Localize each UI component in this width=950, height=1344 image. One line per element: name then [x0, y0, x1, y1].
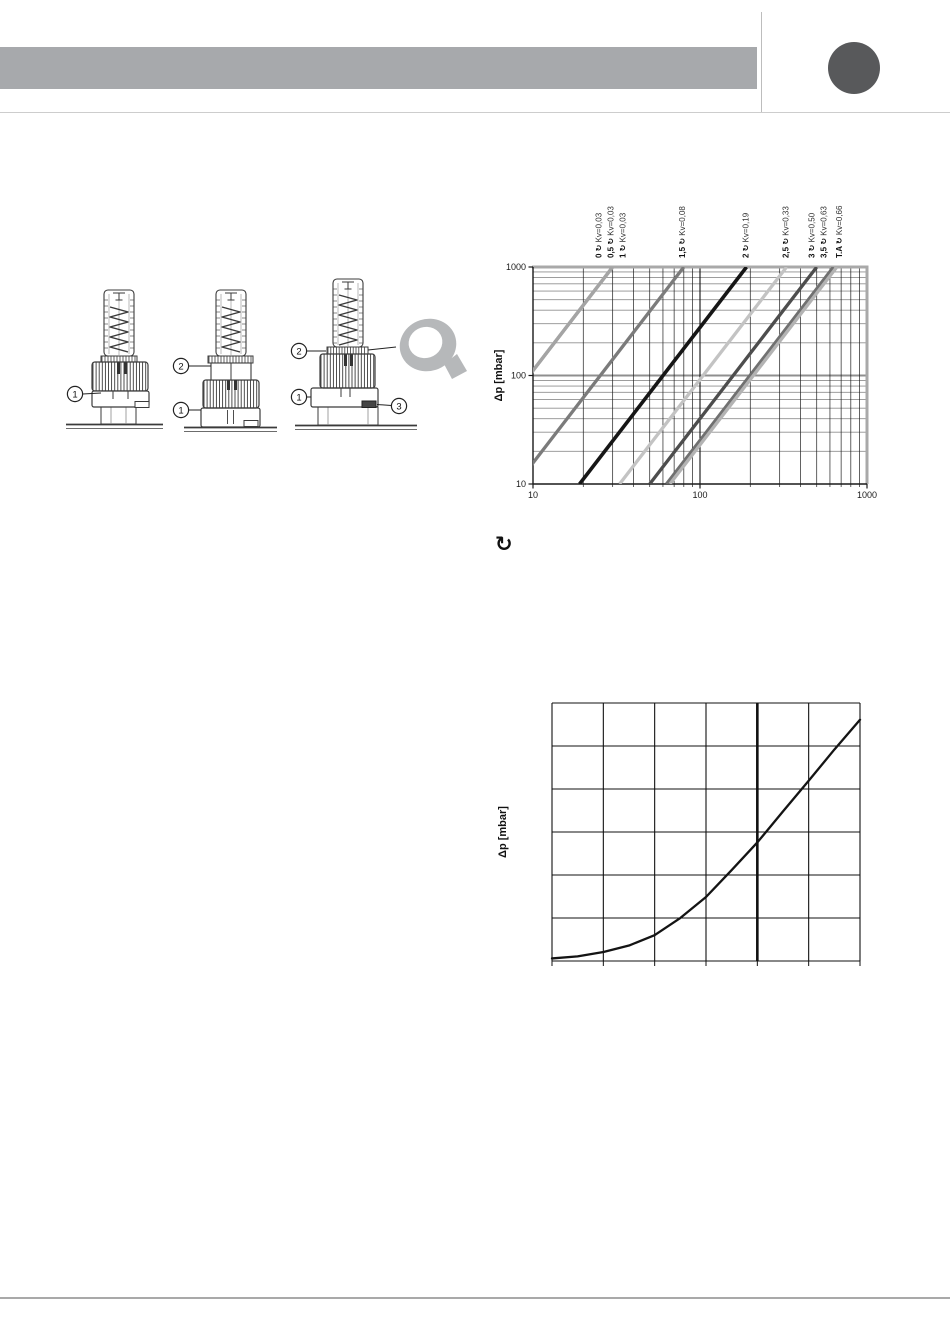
header-rule: [0, 112, 950, 113]
series-label: 2 ↻ Kv=0,19: [741, 212, 751, 258]
callout-number: 1: [178, 405, 184, 417]
header-bar: [0, 47, 757, 89]
grid: [552, 703, 860, 966]
valve-drawing-3: [291, 279, 417, 430]
delta-p-curve-chart: [480, 670, 900, 1000]
series-label: 3 ↻ Kv=0,50: [807, 212, 817, 258]
valve-drawing-1: [66, 290, 163, 429]
valve-insert-drawings: [58, 268, 470, 444]
footer-rule: [0, 1297, 950, 1299]
series-label: T.A ↻ Kv=0,66: [834, 205, 844, 258]
grid: [529, 266, 868, 489]
y-axis-label: Δp [mbar]: [497, 806, 509, 858]
series-label: 2,5 ↻ Kv=0,33: [781, 206, 791, 258]
x-tick-label: 100: [692, 490, 708, 500]
callout-number: 1: [296, 392, 302, 404]
valve-drawing-2: [173, 290, 277, 432]
y-axis-label: Δp [mbar]: [493, 349, 505, 402]
series-label: 0,5 ↻ Kv=0,03: [606, 206, 616, 258]
y-tick-label: 100: [510, 370, 526, 381]
x-tick-label: 10: [527, 490, 539, 500]
y-tick-label: 1000: [505, 262, 526, 272]
series-label: 1 ↻ Kv=0,03: [618, 212, 628, 258]
wrench-icon: [393, 311, 467, 379]
callout-number: 2: [178, 361, 184, 373]
series-label: 1,5 ↻ Kv=0,08: [677, 206, 687, 258]
callout-number: 2: [296, 346, 302, 358]
presetting-kv-chart: [480, 185, 900, 515]
series-label: 3,5 ↻ Kv=0,63: [819, 206, 829, 258]
section-number-circle: [828, 42, 880, 94]
rotation-turns-icon: ↻: [495, 533, 513, 556]
x-tick-label: 1000: [856, 490, 878, 500]
y-tick-label: 10: [515, 479, 526, 489]
header-divider-line: [761, 12, 762, 112]
series-label: 0 ↻ Kv=0,03: [594, 212, 604, 258]
callout-number: 3: [396, 401, 402, 413]
callout-number: 1: [72, 389, 78, 401]
